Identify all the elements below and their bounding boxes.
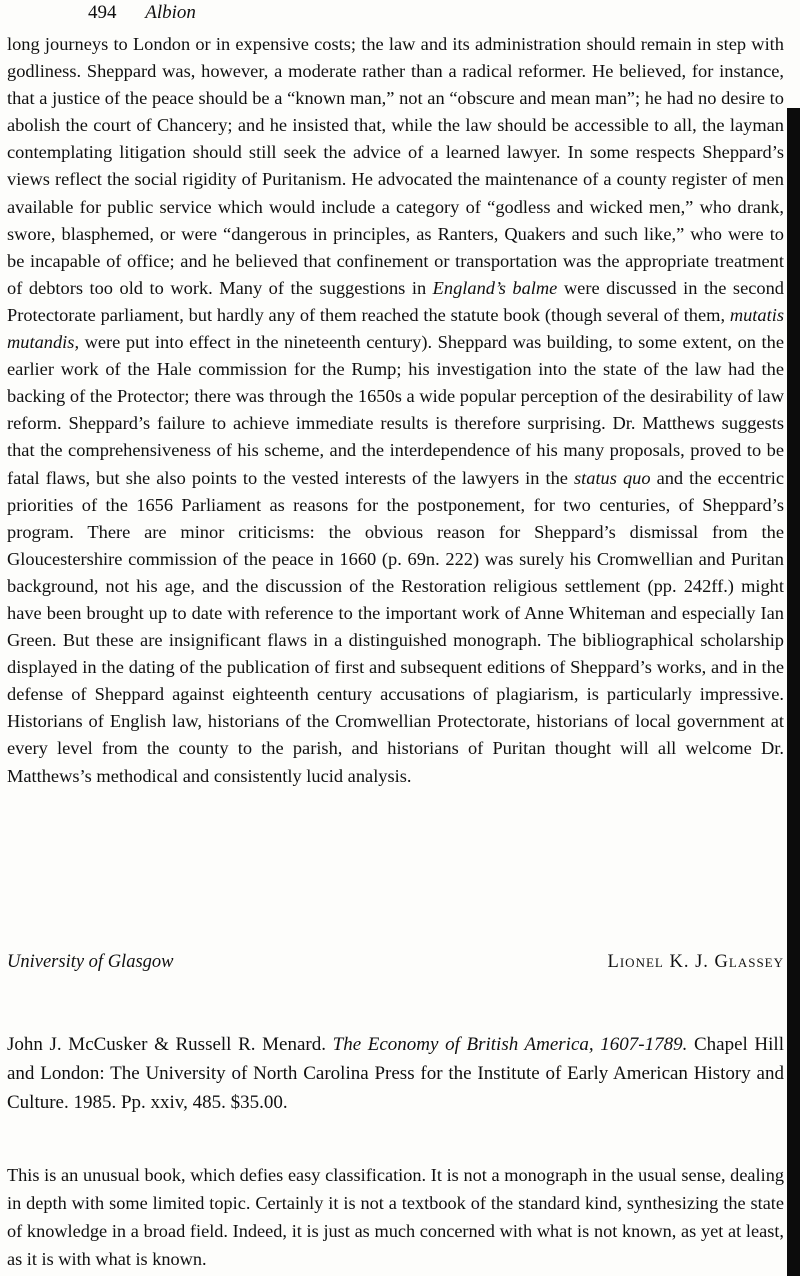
page-header xyxy=(88,2,196,24)
book-citation: John J. McCusker & Russell R. Menard. The Economy of British America, 1607-1789. Chapel Hill and London: The University of North Carolina Press for the Institute of Early American History and Culture. 1985. Pp. xxiv, 485. $35.00. xyxy=(7,1034,784,1113)
reviewer-name: Lionel K. J. Glassey xyxy=(607,952,784,972)
scan-edge-artifact xyxy=(787,108,800,1276)
attribution-row xyxy=(7,952,784,973)
second-review-body: This is an unusual book, which defies easy classification. It is not a monograph in the usual sense, dealing in depth with some limited topic. Certainly it is not a textbook of the standard kind, synthesizing the state of knowledge in a broad field. Indeed, it is just as much concerned with what is not known, as yet at least, as it is with what is known. xyxy=(7,1165,784,1269)
reviewer-affiliation: University of Glasgow xyxy=(7,952,174,972)
review-body-text: long journeys to London or in expensive costs; the law and its administration should remain in step with godliness. Sheppard was, however, a moderate rather than a radical reformer. He believed, for instance, that a justice of the peace should be a “known man,” not an “obscure and mean man”; he had no desire to abolish the court of Chancery; and he insisted that, while the law should be accessible to all, the layman contemplating litigation should still seek the advice of a learned lawyer. In some respects Sheppard’s views reflect the social rigidity of Puritanism. He advocated the maintenance of a county register of men available for public service which would include a category of “godless and wicked men,” who drank, swore, blasphemed, or were “dangerous in principles, as Ranters, Quakers and such like,” who were to be incapable of office; and he believed that confinement or transportation was the appropriate treatment of debtors too old to work. Many of the suggestions in England’s balme were discussed in the second Protectorate parliament, but hardly any of them reached the statute book (though several of them, mutatis mutandis, were put into effect in the nineteenth century). Sheppard was building, to some extent, on the earlier work of the Hale commission for the Rump; his investigation into the state of the law had the backing of the Protector; there was through the 1650s a wide popular perception of the desirability of law reform. Sheppard’s failure to achieve immediate results is therefore surprising. Dr. Matthews suggests that the comprehensiveness of his scheme, and the interdependence of his many proposals, proved to be fatal flaws, but she also points to the vested interests of the lawyers in the status quo and the eccentric priorities of the 1656 Parliament as reasons for the postponement, for two centuries, of Sheppard’s program. There are minor criticisms: the obvious reason for Sheppard’s dismissal from the Gloucestershire commission of the peace in 1660 (p. 69n. 222) was surely his Cromwellian and Puritan background, not his age, and the discussion of the Restoration religious settlement (pp. 242ff.) might have been brought up to date with reference to the important work of Anne Whiteman and especially Ian Green. But these are insignificant flaws in a distinguished monograph. The bibliographical scholarship displayed in the dating of the publication of first and subsequent editions of Sheppard’s works, and in the defense of Sheppard against eighteenth century accusations of plagiarism, is particularly impressive. Historians of English law, historians of the Cromwellian Protectorate, historians of local government at every level from the county to the parish, and historians of Puritan thought will all welcome Dr. Matthews’s methodical and consistently lucid analysis. xyxy=(7,34,784,786)
journal-title: Albion xyxy=(145,2,196,23)
page-number: 494 xyxy=(88,2,117,23)
